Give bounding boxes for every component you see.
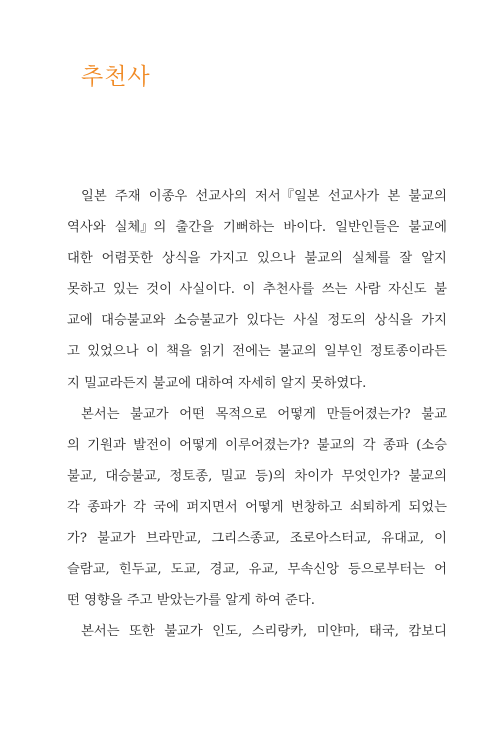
text-word: 소승불교가: [173, 313, 238, 329]
text-word: 슬람교,: [67, 562, 110, 578]
text-word: 선교사가: [327, 189, 380, 204]
text-word: 그리스종교,: [211, 531, 280, 547]
text-word: 있다는: [246, 313, 285, 329]
text-word: 밀교: [220, 468, 247, 484]
text-word: 차이가: [294, 468, 333, 484]
text-word: 각: [362, 437, 376, 453]
text-word: 기원과: [87, 437, 126, 453]
text-word: 유교,: [248, 562, 279, 578]
text-word: 조로아스터교,: [289, 531, 372, 547]
text-word: 대승불교,: [105, 468, 162, 484]
text-word: 출간을: [175, 220, 214, 236]
text-word: 국에: [153, 499, 179, 515]
text-word: 의: [67, 437, 80, 453]
text-word: 어떤: [179, 406, 205, 422]
text-word: 일반인들은: [335, 220, 400, 236]
text-word: 사람: [354, 282, 381, 298]
text-word: 도교,: [170, 562, 201, 578]
text-word: 바이다.: [283, 220, 327, 236]
text-word: 무속신앙: [287, 562, 339, 578]
text-word: 인도,: [212, 624, 243, 640]
text-word: 발전이: [133, 437, 172, 453]
text-line: 지 밀교라든지 불교에 대하여 자세히 알지 못하였다.: [67, 375, 367, 391]
text-word: 주재: [114, 189, 141, 204]
text-word: 알지: [421, 251, 447, 267]
text-word: 어렴풋한: [101, 251, 154, 267]
text-word: 불교가: [164, 624, 203, 640]
text-word: 실체를: [351, 251, 391, 267]
text-word: 일부인: [324, 344, 363, 360]
text-word: 기뻐하는: [222, 220, 275, 236]
text-line: [67, 554, 447, 585]
text-word: 어떻게: [179, 437, 218, 453]
text-word: 종파가: [87, 499, 126, 515]
text-word: 등으로부터는: [347, 562, 426, 578]
text-word: (소승: [416, 437, 447, 453]
text-word: 불교가: [97, 531, 136, 547]
text-word: 어떻게: [277, 406, 316, 422]
text-line: [67, 336, 447, 367]
text-word: 캄보디: [408, 624, 447, 640]
text-word: 종파: [382, 437, 409, 453]
text-word: 무엇인가?: [341, 468, 400, 484]
text-word: 가지고: [209, 251, 248, 267]
text-word: 잘: [399, 251, 413, 267]
text-word: 상식을: [374, 313, 413, 329]
text-word: 본서는: [81, 406, 120, 422]
text-word: 선교사의: [195, 189, 247, 204]
text-word: 교에: [67, 313, 93, 329]
section-title: 추천사: [81, 64, 151, 90]
text-word: 불교의: [304, 251, 343, 267]
text-word: 가지: [421, 313, 447, 329]
text-word: 번창하고: [290, 499, 343, 515]
text-word: 불교에: [408, 220, 447, 236]
text-word: 역사와: [67, 220, 106, 236]
text-word: 있었으나: [87, 344, 139, 360]
text-word: 이: [242, 282, 256, 298]
text-word: 이종우: [148, 189, 188, 204]
text-word: 정토종,: [169, 468, 213, 484]
text-word: 본서는: [81, 624, 120, 640]
text-word: 불교: [421, 406, 447, 422]
text-line: [67, 430, 447, 461]
text-word: 못하고: [67, 282, 106, 298]
text-line: [67, 492, 447, 523]
text-word: 일본: [81, 189, 107, 204]
text-word: 불교의: [316, 437, 356, 453]
text-word: 상식을: [161, 251, 201, 267]
text-word: 이: [145, 344, 159, 360]
text-line: [67, 212, 447, 243]
text-word: 있는: [113, 282, 139, 298]
text-word: 읽기: [199, 344, 225, 360]
text-word: 이루어졌는가?: [225, 437, 310, 453]
text-word: 유대교,: [381, 531, 425, 547]
text-line: [67, 399, 447, 430]
text-word: 불교의: [408, 468, 447, 484]
text-word: 저서『일본: [254, 189, 320, 204]
text-word: 힌두교,: [118, 562, 162, 578]
text-line: [67, 243, 447, 274]
text-word: 각: [67, 499, 80, 515]
text-word: 본: [387, 189, 401, 204]
text-word: 스리랑카,: [251, 624, 308, 640]
text-word: 사실이다.: [179, 282, 236, 298]
text-word: 쇠퇴하게: [349, 499, 402, 515]
text-word: 어떻게: [245, 499, 284, 515]
text-word: 만들어졌는가?: [326, 406, 411, 422]
text-word: 전에는: [232, 344, 271, 360]
text-word: 정도의: [327, 313, 366, 329]
text-word: 불교의: [278, 344, 317, 360]
text-line: [67, 305, 447, 336]
text-word: 대한: [67, 251, 93, 267]
text-line: [67, 616, 447, 647]
text-word: 미얀마,: [316, 624, 360, 640]
text-word: 사실: [293, 313, 319, 329]
text-word: 목적으로: [215, 406, 267, 422]
body-text: [67, 181, 447, 647]
text-word: 자신도: [388, 282, 427, 298]
text-word: 책을: [166, 344, 192, 360]
text-word: 태국,: [369, 624, 399, 640]
text-word: 되었는: [408, 499, 447, 515]
text-word: 퍼지면서: [186, 499, 238, 515]
text-line: 떤 영향을 주고 받았는가를 알게 하여 준다.: [67, 593, 315, 609]
text-word: 불교,: [67, 468, 97, 484]
text-word: 불교의: [408, 189, 447, 204]
text-word: 정토종이라든: [369, 344, 447, 360]
text-word: 등)의: [255, 468, 286, 484]
text-word: 이: [434, 531, 447, 547]
text-word: 쓰는: [321, 282, 348, 298]
text-word: 불교가: [130, 406, 169, 422]
text-word: 실체』의: [114, 220, 167, 236]
text-word: 있으나: [256, 251, 296, 267]
text-word: 추천사를: [262, 282, 315, 298]
text-word: 각: [133, 499, 146, 515]
text-word: 것이: [146, 282, 172, 298]
text-line: [67, 274, 447, 305]
text-word: 가?: [67, 531, 87, 547]
text-word: 브라만교,: [145, 531, 202, 547]
text-word: 대승불교와: [101, 313, 166, 329]
text-word: 고: [67, 344, 80, 360]
text-word: 어: [434, 562, 447, 578]
text-line: [67, 523, 447, 554]
text-line: [67, 461, 447, 492]
text-word: 경교,: [209, 562, 240, 578]
text-line: [67, 181, 447, 212]
text-word: 또한: [129, 624, 155, 640]
text-word: 불: [434, 282, 447, 298]
